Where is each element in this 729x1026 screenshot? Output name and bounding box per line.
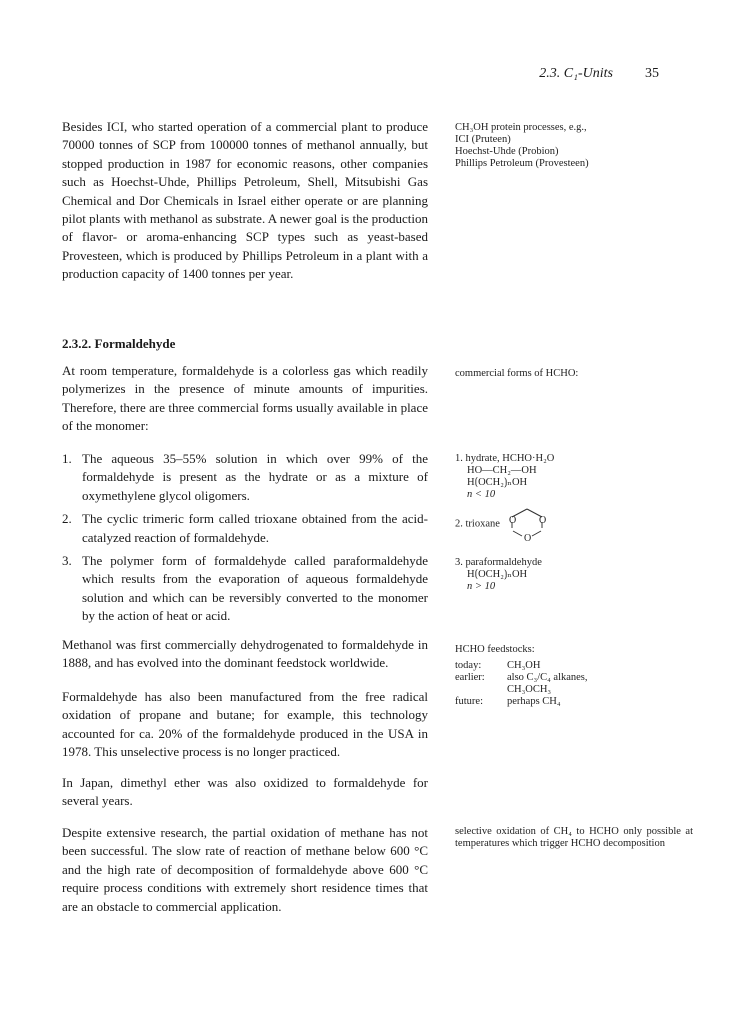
list-item: [62, 552, 428, 626]
list-item-text: The cyclic trimeric form called trioxane obtained from the acid-catalyzed reaction of formaldehyde.: [82, 511, 428, 545]
ring-atom-label: O: [538, 515, 546, 526]
paragraph-propane-butane: Formaldehyde has also been manufactured from the free radical oxidation of propane and butane; for example, this technology accounted for ca. 20% of the formaldehyde produced in the USA in 1978. This unselective process is no longer practiced.: [62, 689, 428, 760]
page-header: [539, 66, 659, 82]
structure-formula: H⟮OCH₂⟯ₙOH: [467, 477, 528, 488]
feedstock-value: CH₃OCH₃: [507, 684, 552, 695]
ring-atom-label: O: [523, 533, 531, 542]
margin-note-trioxane: [455, 506, 695, 542]
feedstock-row: [455, 660, 695, 672]
feedstock-value: CH₃OH: [507, 660, 541, 671]
margin-note-paraformaldehyde: [455, 557, 695, 593]
margin-line: 2. trioxane: [455, 518, 500, 530]
margin-note-commercial-forms: [455, 368, 695, 380]
feedstock-era: earlier:: [455, 672, 485, 683]
margin-line: 3. paraformaldehyde: [455, 557, 542, 568]
section-heading: 2.3.2. Formaldehyde: [62, 336, 176, 351]
feedstock-row: [455, 696, 695, 708]
structure-formula: H⟮OCH₂⟯ₙOH: [467, 569, 528, 580]
margin-note-feedstocks: [455, 644, 695, 708]
margin-line: Phillips Petroleum (Provesteen): [455, 158, 589, 169]
margin-line: 1. hydrate, HCHO·H₂O: [455, 453, 555, 464]
list-item-number: 1.: [62, 451, 72, 466]
margin-note-protein-processes: [455, 122, 695, 170]
feedstock-era: future:: [455, 696, 483, 707]
list-item-number: 3.: [62, 553, 72, 569]
paragraph-methanol-feedstock: Methanol was first commercially dehydrogenated to formaldehyde in 1888, and has evolved into the dominant feedstock worldwide.: [62, 637, 428, 671]
list-item-text: The polymer form of formaldehyde called paraformaldehyde which results from the evaporation of aqueous formaldehyde solution and which can be reversibly converted to the monomer by the action of heat or acid.: [82, 553, 428, 624]
list-item: [62, 510, 428, 547]
feedstock-value: perhaps CH₄: [507, 696, 561, 707]
feedstock-value: also C₃/C₄ alkanes,: [507, 672, 588, 683]
list-item-number: 2.: [62, 511, 72, 527]
paragraph-formaldehyde-intro: At room temperature, formaldehyde is a colorless gas which readily polymerizes in the presence of minute amounts of impurities. Therefore, there are three commercial forms usually available in place of the monomer:: [62, 363, 428, 434]
paragraph-scp-producers: Besides ICI, who started operation of a commercial plant to produce 70000 tonnes of SCP from 100000 tonnes of methanol annually, but stopped production in 1987 for economic reasons, other companies such as Hoechst-Uhde, Phillips Petroleum, Shell, Mitsubishi Gas Chemical and Dor Chemicals in Israel either operate or are planning pilot plants with methanol as substrate. A newer goal is the production of flavor- or aroma-enhancing SCP types such as yeast-based Provesteen, which is produced by Phillips Petroleum in a plant with a production capacity of 1400 tonnes per year.: [62, 119, 428, 282]
list-item-text: The aqueous 35–55% solution in which over 99% of the formaldehyde is present as the hydrate or as a mixture of oxymethylene glycol oligomers.: [82, 451, 428, 503]
margin-line: Hoechst-Uhde (Probion): [455, 146, 559, 157]
commercial-forms-list: [62, 450, 428, 626]
margin-line: commercial forms of HCHO:: [455, 368, 579, 379]
paragraph-dimethyl-ether: In Japan, dimethyl ether was also oxidized to formaldehyde for several years.: [62, 775, 428, 809]
trioxane-ring-icon: [507, 506, 547, 542]
margin-line: HCHO feedstocks:: [455, 644, 535, 655]
margin-note-selective-oxidation: [455, 826, 693, 850]
list-item: [62, 450, 428, 505]
feedstock-row: [455, 684, 695, 696]
margin-line: selective oxidation of CH₄ to HCHO only possible at temperatures which trigger HCHO decomposition: [455, 826, 693, 849]
ring-atom-label: O: [508, 515, 516, 526]
margin-line: ICI (Pruteen): [455, 134, 511, 145]
paragraph-methane-oxidation: Despite extensive research, the partial oxidation of methane has not been successful. The slow rate of reaction of methane below 600 °C and the high rate of decomposition of formaldehyde above 600 °C require process conditions with extremely short residence times that are an obstacle to commercial application.: [62, 825, 428, 914]
feedstock-row: [455, 672, 695, 684]
margin-line: CH₃OH protein processes, e.g.,: [455, 122, 587, 133]
page-number: 35: [645, 66, 659, 81]
degree-condition: n < 10: [467, 489, 496, 500]
feedstock-era: today:: [455, 660, 482, 671]
margin-note-hydrate: [455, 453, 695, 501]
structure-formula: HO—CH₂—OH: [467, 465, 537, 476]
degree-condition: n > 10: [467, 581, 496, 592]
running-title: 2.3. C₁-Units: [539, 66, 613, 81]
